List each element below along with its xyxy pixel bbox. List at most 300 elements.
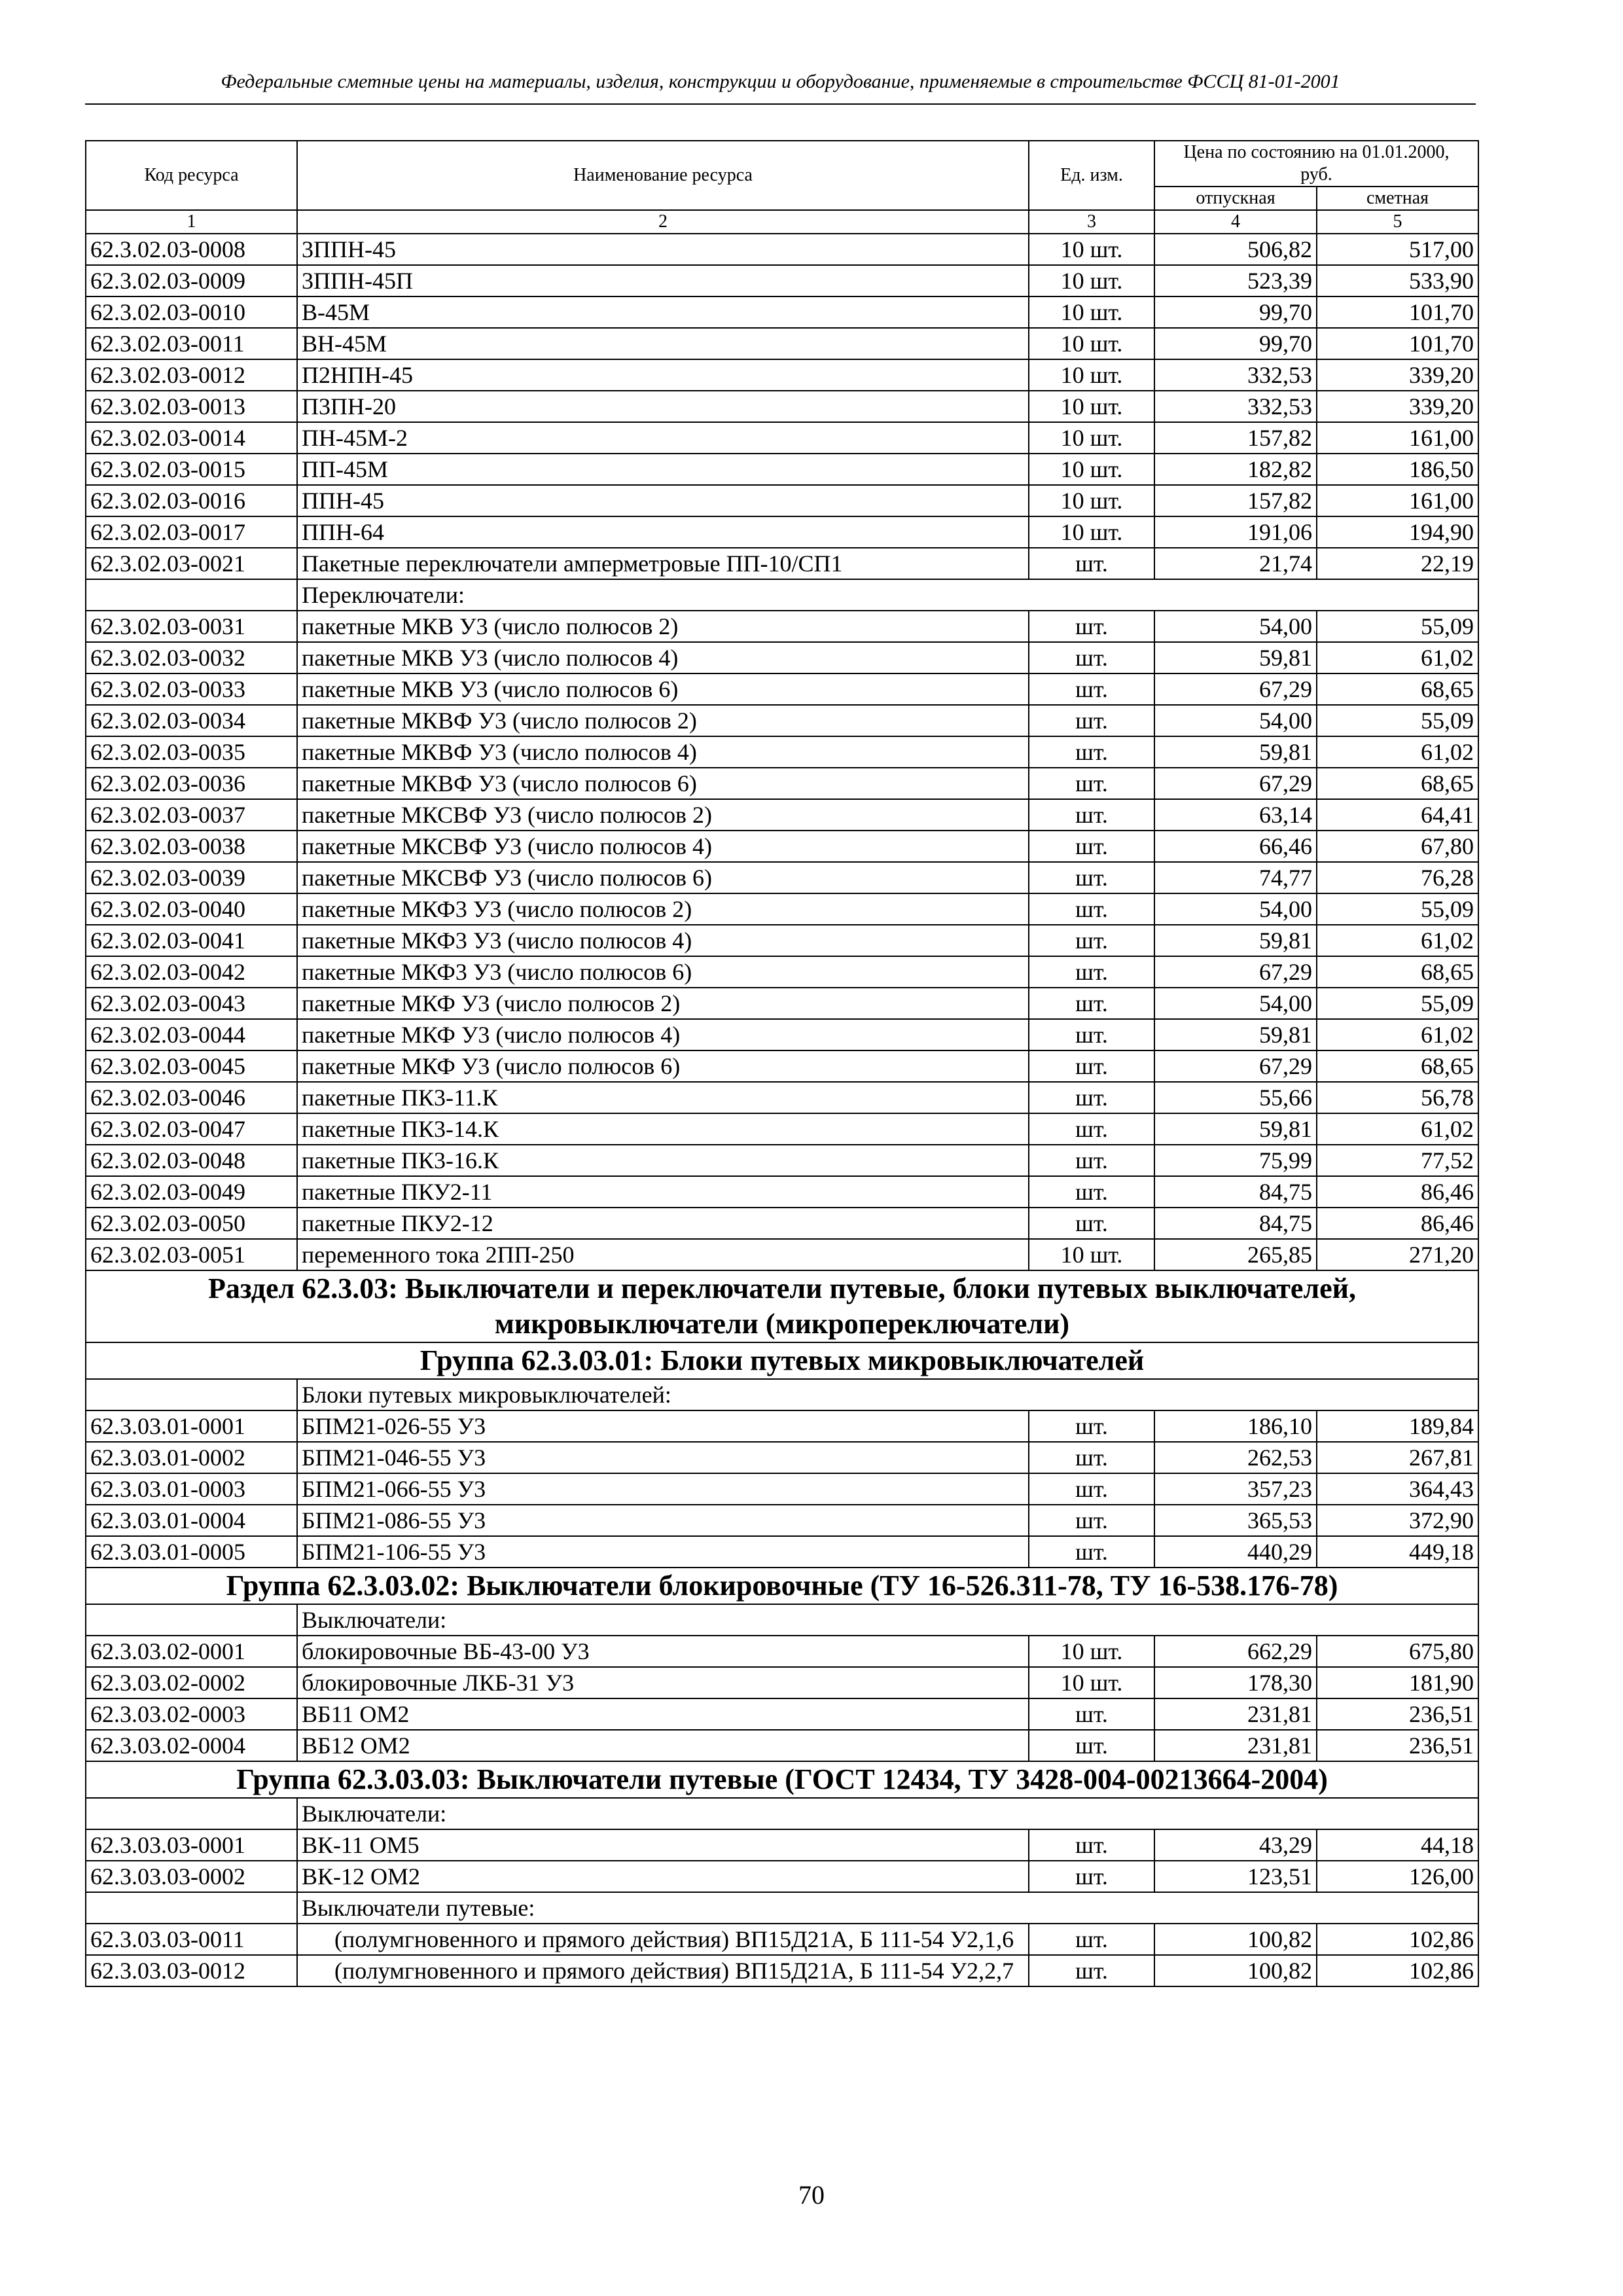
resource-code: 62.3.02.03-0043: [86, 988, 297, 1019]
col-header-name: Наименование ресурса: [297, 141, 1029, 210]
table-row: [86, 359, 1478, 391]
resource-code: 62.3.02.03-0014: [86, 422, 297, 454]
resource-name: П3ПН-20: [297, 391, 1029, 422]
price-release: 365,53: [1154, 1505, 1317, 1536]
price-release: 523,39: [1154, 265, 1317, 296]
resource-code: 62.3.03.01-0004: [86, 1505, 297, 1536]
price-estimate: 64,41: [1317, 799, 1478, 831]
price-estimate: 339,20: [1317, 359, 1478, 391]
unit: шт.: [1029, 925, 1154, 956]
resource-code: 62.3.02.03-0042: [86, 956, 297, 988]
table-row: [86, 768, 1478, 799]
unit: шт.: [1029, 862, 1154, 893]
price-estimate: 364,43: [1317, 1473, 1478, 1505]
resource-name: ВК-12 ОМ2: [297, 1861, 1029, 1892]
resource-name: (полумгновенного и прямого действия) ВП15Д21А, Б 111-54 У2,1,6: [297, 1924, 1029, 1955]
resource-code: 62.3.02.03-0010: [86, 296, 297, 328]
table-row: [86, 1924, 1478, 1955]
table-row: [86, 1113, 1478, 1145]
resource-code: 62.3.02.03-0045: [86, 1050, 297, 1082]
table-row: [86, 956, 1478, 988]
price-estimate: 101,70: [1317, 328, 1478, 359]
price-estimate: 61,02: [1317, 1113, 1478, 1145]
subheading: Выключатели:: [297, 1798, 1478, 1829]
price-estimate: 55,09: [1317, 893, 1478, 925]
price-estimate: 56,78: [1317, 1082, 1478, 1113]
price-estimate: 449,18: [1317, 1536, 1478, 1568]
price-release: 231,81: [1154, 1730, 1317, 1761]
unit: 10 шт.: [1029, 516, 1154, 548]
unit: шт.: [1029, 1208, 1154, 1239]
resource-name: пакетные ПК3-16.К: [297, 1145, 1029, 1176]
table-row: [86, 1730, 1478, 1761]
price-estimate: 101,70: [1317, 296, 1478, 328]
resource-code: 62.3.02.03-0035: [86, 736, 297, 768]
unit: 10 шт.: [1029, 454, 1154, 485]
table-row: [86, 1176, 1478, 1208]
price-estimate: 267,81: [1317, 1442, 1478, 1473]
table-row: [86, 799, 1478, 831]
price-estimate: 372,90: [1317, 1505, 1478, 1536]
table-row: [86, 328, 1478, 359]
table-row: [86, 831, 1478, 862]
table-row: [86, 988, 1478, 1019]
table-row: [86, 1082, 1478, 1113]
unit: шт.: [1029, 1176, 1154, 1208]
resource-code: 62.3.03.02-0003: [86, 1698, 297, 1730]
resource-code: 62.3.02.03-0046: [86, 1082, 297, 1113]
price-release: 21,74: [1154, 548, 1317, 579]
resource-code: 62.3.02.03-0032: [86, 642, 297, 673]
price-estimate: 161,00: [1317, 422, 1478, 454]
unit: 10 шт.: [1029, 359, 1154, 391]
resource-name: пакетные ПКУ2-12: [297, 1208, 1029, 1239]
unit: шт.: [1029, 611, 1154, 642]
running-header: Федеральные сметные цены на материалы, изделия, конструкции и оборудование, применяемые в строительстве ФССЦ 81-01-2001: [221, 71, 1340, 92]
price-release: 66,46: [1154, 831, 1317, 862]
resource-name: Пакетные переключатели амперметровые ПП-10/СП1: [297, 548, 1029, 579]
table-row: [86, 391, 1478, 422]
subheading: Выключатели:: [297, 1604, 1478, 1636]
price-estimate: 68,65: [1317, 956, 1478, 988]
resource-name: пакетные МКФ У3 (число полюсов 2): [297, 988, 1029, 1019]
resource-code: 62.3.02.03-0031: [86, 611, 297, 642]
price-release: 262,53: [1154, 1442, 1317, 1473]
resource-name: БПМ21-046-55 У3: [297, 1442, 1029, 1473]
empty-code-cell: [86, 1892, 297, 1924]
resource-code: 62.3.03.02-0004: [86, 1730, 297, 1761]
price-release: 178,30: [1154, 1667, 1317, 1698]
resource-name: блокировочные ВБ-43-00 У3: [297, 1636, 1029, 1667]
table-row: [86, 1208, 1478, 1239]
resource-price-table: [85, 140, 1479, 1987]
section-heading: Группа 62.3.03.01: Блоки путевых микровыключателей: [86, 1342, 1478, 1379]
resource-name: пакетные ПК3-14.К: [297, 1113, 1029, 1145]
resource-name: 3ППН-45П: [297, 265, 1029, 296]
price-estimate: 68,65: [1317, 673, 1478, 705]
price-release: 231,81: [1154, 1698, 1317, 1730]
unit: шт.: [1029, 799, 1154, 831]
unit: 10 шт.: [1029, 1636, 1154, 1667]
resource-name: пакетные МКВФ У3 (число полюсов 2): [297, 705, 1029, 736]
price-release: 59,81: [1154, 925, 1317, 956]
table-row: [86, 1829, 1478, 1861]
price-estimate: 533,90: [1317, 265, 1478, 296]
resource-code: 62.3.02.03-0017: [86, 516, 297, 548]
price-release: 55,66: [1154, 1082, 1317, 1113]
unit: шт.: [1029, 1698, 1154, 1730]
resource-name: пакетные МКВФ У3 (число полюсов 4): [297, 736, 1029, 768]
resource-name: ПН-45М-2: [297, 422, 1029, 454]
price-release: 43,29: [1154, 1829, 1317, 1861]
unit: шт.: [1029, 1861, 1154, 1892]
price-release: 440,29: [1154, 1536, 1317, 1568]
table-row: [86, 736, 1478, 768]
unit: шт.: [1029, 548, 1154, 579]
price-estimate: 271,20: [1317, 1239, 1478, 1270]
price-estimate: 102,86: [1317, 1924, 1478, 1955]
price-release: 59,81: [1154, 642, 1317, 673]
resource-name: В-45М: [297, 296, 1029, 328]
unit: шт.: [1029, 988, 1154, 1019]
subheading-row: [86, 1379, 1478, 1410]
resource-code: 62.3.02.03-0015: [86, 454, 297, 485]
section-heading-row: [86, 1342, 1478, 1379]
subheading-row: [86, 1892, 1478, 1924]
price-estimate: 68,65: [1317, 1050, 1478, 1082]
resource-name: блокировочные ЛКБ-31 У3: [297, 1667, 1029, 1698]
resource-code: 62.3.03.03-0001: [86, 1829, 297, 1861]
price-estimate: 102,86: [1317, 1955, 1478, 1986]
price-estimate: 77,52: [1317, 1145, 1478, 1176]
unit: 10 шт.: [1029, 391, 1154, 422]
unit: шт.: [1029, 642, 1154, 673]
section-heading-row: [86, 1270, 1478, 1342]
resource-name: БПМ21-026-55 У3: [297, 1410, 1029, 1442]
resource-name: пакетные МКВ У3 (число полюсов 4): [297, 642, 1029, 673]
price-release: 157,82: [1154, 422, 1317, 454]
unit: шт.: [1029, 673, 1154, 705]
table-row: [86, 705, 1478, 736]
section-heading-row: [86, 1568, 1478, 1604]
price-release: 67,29: [1154, 1050, 1317, 1082]
table-row: [86, 1636, 1478, 1667]
price-release: 67,29: [1154, 768, 1317, 799]
resource-code: 62.3.02.03-0040: [86, 893, 297, 925]
unit: шт.: [1029, 1473, 1154, 1505]
price-estimate: 76,28: [1317, 862, 1478, 893]
unit: шт.: [1029, 1505, 1154, 1536]
resource-code: 62.3.03.01-0005: [86, 1536, 297, 1568]
price-estimate: 55,09: [1317, 611, 1478, 642]
empty-code-cell: [86, 1379, 297, 1410]
resource-name: пакетные МКВ У3 (число полюсов 2): [297, 611, 1029, 642]
unit: шт.: [1029, 1145, 1154, 1176]
col-number-2: 2: [297, 210, 1029, 234]
resource-code: 62.3.02.03-0033: [86, 673, 297, 705]
resource-code: 62.3.03.03-0011: [86, 1924, 297, 1955]
table-row: [86, 611, 1478, 642]
unit: шт.: [1029, 768, 1154, 799]
price-estimate: 55,09: [1317, 988, 1478, 1019]
resource-code: 62.3.02.03-0041: [86, 925, 297, 956]
unit: 10 шт.: [1029, 265, 1154, 296]
table-row: [86, 1955, 1478, 1986]
col-number-1: 1: [86, 210, 297, 234]
unit: шт.: [1029, 1924, 1154, 1955]
price-release: 100,82: [1154, 1955, 1317, 1986]
resource-name: БПМ21-066-55 У3: [297, 1473, 1029, 1505]
table-row: [86, 1667, 1478, 1698]
col-number-5: 5: [1317, 210, 1478, 234]
price-estimate: 55,09: [1317, 705, 1478, 736]
unit: шт.: [1029, 1050, 1154, 1082]
resource-code: 62.3.03.03-0002: [86, 1861, 297, 1892]
table-row: [86, 1505, 1478, 1536]
table-row: [86, 516, 1478, 548]
price-release: 54,00: [1154, 988, 1317, 1019]
table-row: [86, 1536, 1478, 1568]
resource-name: ВБ12 ОМ2: [297, 1730, 1029, 1761]
table-row: [86, 1410, 1478, 1442]
table-row: [86, 1050, 1478, 1082]
resource-code: 62.3.02.03-0037: [86, 799, 297, 831]
resource-name: ПП-45М: [297, 454, 1029, 485]
table-row: [86, 862, 1478, 893]
table-row: [86, 485, 1478, 516]
page-number: 70: [798, 2180, 825, 2210]
unit: шт.: [1029, 1829, 1154, 1861]
table-row: [86, 642, 1478, 673]
price-release: 100,82: [1154, 1924, 1317, 1955]
resource-code: 62.3.02.03-0049: [86, 1176, 297, 1208]
price-release: 123,51: [1154, 1861, 1317, 1892]
resource-code: 62.3.02.03-0012: [86, 359, 297, 391]
unit: шт.: [1029, 1536, 1154, 1568]
section-heading: Раздел 62.3.03: Выключатели и переключатели путевые, блоки путевых выключателей, микровыключатели (микропереключатели): [86, 1270, 1478, 1342]
resource-code: 62.3.03.02-0001: [86, 1636, 297, 1667]
price-release: 99,70: [1154, 296, 1317, 328]
unit: 10 шт.: [1029, 328, 1154, 359]
resource-name: переменного тока 2ПП-250: [297, 1239, 1029, 1270]
resource-code: 62.3.02.03-0008: [86, 234, 297, 265]
resource-code: 62.3.02.03-0047: [86, 1113, 297, 1145]
resource-name: (полумгновенного и прямого действия) ВП15Д21А, Б 111-54 У2,2,7: [297, 1955, 1029, 1986]
price-estimate: 194,90: [1317, 516, 1478, 548]
unit: шт.: [1029, 1019, 1154, 1050]
unit: 10 шт.: [1029, 1667, 1154, 1698]
unit: шт.: [1029, 1082, 1154, 1113]
price-release: 506,82: [1154, 234, 1317, 265]
unit: шт.: [1029, 956, 1154, 988]
price-estimate: 61,02: [1317, 1019, 1478, 1050]
unit: шт.: [1029, 831, 1154, 862]
unit: 10 шт.: [1029, 422, 1154, 454]
table-body: [86, 234, 1478, 1986]
resource-name: пакетные МКСВФ У3 (число полюсов 6): [297, 862, 1029, 893]
subheading-row: [86, 579, 1478, 611]
price-release: 84,75: [1154, 1208, 1317, 1239]
price-estimate: 61,02: [1317, 642, 1478, 673]
resource-name: ППН-64: [297, 516, 1029, 548]
header-rule: [85, 103, 1476, 105]
resource-code: 62.3.03.02-0002: [86, 1667, 297, 1698]
empty-code-cell: [86, 579, 297, 611]
empty-code-cell: [86, 1604, 297, 1636]
unit: шт.: [1029, 1113, 1154, 1145]
price-estimate: 186,50: [1317, 454, 1478, 485]
unit: 10 шт.: [1029, 234, 1154, 265]
resource-code: 62.3.02.03-0044: [86, 1019, 297, 1050]
subheading: Переключатели:: [297, 579, 1478, 611]
resource-name: пакетные ПК3-11.К: [297, 1082, 1029, 1113]
resource-code: 62.3.03.01-0002: [86, 1442, 297, 1473]
price-release: 84,75: [1154, 1176, 1317, 1208]
table-row: [86, 422, 1478, 454]
resource-name: пакетные МКФ3 У3 (число полюсов 4): [297, 925, 1029, 956]
table-row: [86, 1473, 1478, 1505]
resource-code: 62.3.02.03-0009: [86, 265, 297, 296]
resource-code: 62.3.02.03-0013: [86, 391, 297, 422]
table-row: [86, 1145, 1478, 1176]
empty-code-cell: [86, 1798, 297, 1829]
table-row: [86, 296, 1478, 328]
table-row: [86, 1698, 1478, 1730]
resource-code: 62.3.02.03-0021: [86, 548, 297, 579]
resource-name: пакетные МКВФ У3 (число полюсов 6): [297, 768, 1029, 799]
resource-name: пакетные МКФ У3 (число полюсов 4): [297, 1019, 1029, 1050]
price-release: 157,82: [1154, 485, 1317, 516]
price-release: 662,29: [1154, 1636, 1317, 1667]
resource-name: пакетные МКВ У3 (число полюсов 6): [297, 673, 1029, 705]
price-estimate: 22,19: [1317, 548, 1478, 579]
price-release: 332,53: [1154, 359, 1317, 391]
price-estimate: 67,80: [1317, 831, 1478, 862]
table-row: [86, 673, 1478, 705]
section-heading-row: [86, 1761, 1478, 1798]
resource-name: ВБ11 ОМ2: [297, 1698, 1029, 1730]
price-estimate: 181,90: [1317, 1667, 1478, 1698]
price-release: 332,53: [1154, 391, 1317, 422]
price-release: 357,23: [1154, 1473, 1317, 1505]
resource-name: пакетные МКФ3 У3 (число полюсов 2): [297, 893, 1029, 925]
resource-name: пакетные МКФ У3 (число полюсов 6): [297, 1050, 1029, 1082]
resource-code: 62.3.02.03-0051: [86, 1239, 297, 1270]
table-row: [86, 234, 1478, 265]
price-release: 67,29: [1154, 673, 1317, 705]
resource-name: пакетные ПКУ2-11: [297, 1176, 1029, 1208]
price-estimate: 236,51: [1317, 1730, 1478, 1761]
resource-name: пакетные МКСВФ У3 (число полюсов 4): [297, 831, 1029, 862]
col-header-code: Код ресурса: [86, 141, 297, 210]
price-estimate: 161,00: [1317, 485, 1478, 516]
price-release: 182,82: [1154, 454, 1317, 485]
price-release: 54,00: [1154, 893, 1317, 925]
table-row: [86, 893, 1478, 925]
table-row: [86, 1861, 1478, 1892]
subheading-row: [86, 1604, 1478, 1636]
col-header-release: отпускная: [1154, 187, 1317, 210]
resource-code: 62.3.03.01-0001: [86, 1410, 297, 1442]
price-estimate: 61,02: [1317, 736, 1478, 768]
resource-code: 62.3.03.01-0003: [86, 1473, 297, 1505]
resource-code: 62.3.03.03-0012: [86, 1955, 297, 1986]
resource-code: 62.3.02.03-0011: [86, 328, 297, 359]
resource-code: 62.3.02.03-0016: [86, 485, 297, 516]
col-number-3: 3: [1029, 210, 1154, 234]
resource-name: ВК-11 ОМ5: [297, 1829, 1029, 1861]
resource-name: П2НПН-45: [297, 359, 1029, 391]
col-header-unit: Ед. изм.: [1029, 141, 1154, 210]
table-row: [86, 454, 1478, 485]
price-estimate: 126,00: [1317, 1861, 1478, 1892]
section-heading: Группа 62.3.03.03: Выключатели путевые (ГОСТ 12434, ТУ 3428-004-00213664-2004): [86, 1761, 1478, 1798]
unit: 10 шт.: [1029, 485, 1154, 516]
unit: шт.: [1029, 893, 1154, 925]
unit: шт.: [1029, 1955, 1154, 1986]
price-estimate: 86,46: [1317, 1208, 1478, 1239]
price-release: 191,06: [1154, 516, 1317, 548]
section-heading: Группа 62.3.03.02: Выключатели блокировочные (ТУ 16-526.311-78, ТУ 16-538.176-78): [86, 1568, 1478, 1604]
price-estimate: 236,51: [1317, 1698, 1478, 1730]
subheading: Блоки путевых микровыключателей:: [297, 1379, 1478, 1410]
price-release: 74,77: [1154, 862, 1317, 893]
resource-name: ВН-45М: [297, 328, 1029, 359]
price-estimate: 517,00: [1317, 234, 1478, 265]
price-release: 99,70: [1154, 328, 1317, 359]
table-row: [86, 1442, 1478, 1473]
unit: 10 шт.: [1029, 296, 1154, 328]
unit: шт.: [1029, 736, 1154, 768]
unit: шт.: [1029, 1730, 1154, 1761]
unit: шт.: [1029, 705, 1154, 736]
resource-name: 3ППН-45: [297, 234, 1029, 265]
resource-name: пакетные МКФ3 У3 (число полюсов 6): [297, 956, 1029, 988]
price-estimate: 675,80: [1317, 1636, 1478, 1667]
price-estimate: 86,46: [1317, 1176, 1478, 1208]
resource-name: ППН-45: [297, 485, 1029, 516]
price-release: 265,85: [1154, 1239, 1317, 1270]
price-estimate: 339,20: [1317, 391, 1478, 422]
col-number-4: 4: [1154, 210, 1317, 234]
price-estimate: 61,02: [1317, 925, 1478, 956]
price-estimate: 68,65: [1317, 768, 1478, 799]
resource-code: 62.3.02.03-0036: [86, 768, 297, 799]
table-row: [86, 1019, 1478, 1050]
subheading-row: [86, 1798, 1478, 1829]
price-release: 59,81: [1154, 1113, 1317, 1145]
resource-code: 62.3.02.03-0034: [86, 705, 297, 736]
resource-code: 62.3.02.03-0050: [86, 1208, 297, 1239]
resource-name: пакетные МКСВФ У3 (число полюсов 2): [297, 799, 1029, 831]
subheading: Выключатели путевые:: [297, 1892, 1478, 1924]
col-header-estimate: сметная: [1317, 187, 1478, 210]
table-row: [86, 1239, 1478, 1270]
table-row: [86, 265, 1478, 296]
table-row: [86, 925, 1478, 956]
unit: шт.: [1029, 1410, 1154, 1442]
price-release: 59,81: [1154, 1019, 1317, 1050]
price-estimate: 189,84: [1317, 1410, 1478, 1442]
price-release: 67,29: [1154, 956, 1317, 988]
unit: шт.: [1029, 1442, 1154, 1473]
col-header-price: Цена по состоянию на 01.01.2000, руб.: [1154, 141, 1478, 187]
resource-name: БПМ21-086-55 У3: [297, 1505, 1029, 1536]
price-release: 186,10: [1154, 1410, 1317, 1442]
price-release: 75,99: [1154, 1145, 1317, 1176]
unit: 10 шт.: [1029, 1239, 1154, 1270]
resource-code: 62.3.02.03-0039: [86, 862, 297, 893]
